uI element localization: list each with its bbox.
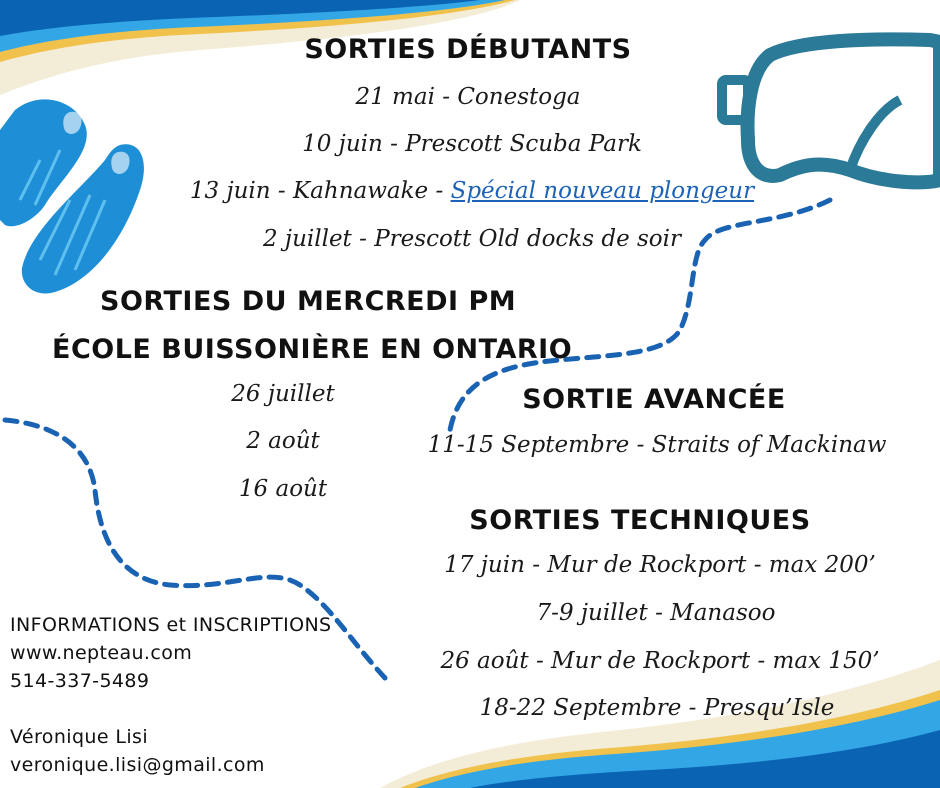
contact-heading: INFORMATIONS et INSCRIPTIONS <box>10 614 332 636</box>
debutants-item-2: 10 juin - Prescott Scuba Park <box>302 131 642 157</box>
contact-phone[interactable]: 514-337-5489 <box>10 670 150 692</box>
techniques-item-3: 26 août - Mur de Rockport - max 150’ <box>440 648 880 674</box>
contact-name: Véronique Lisi <box>10 726 149 748</box>
mercredi-date-3: 16 août <box>238 476 328 502</box>
techniques-title: SORTIES TECHNIQUES <box>469 505 811 536</box>
avancee-title: SORTIE AVANCÉE <box>522 384 786 415</box>
mercredi-date-2: 2 août <box>246 428 320 454</box>
techniques-item-4: 18-22 Septembre - Presqu’Isle <box>479 695 835 721</box>
techniques-item-2: 7-9 juillet - Manasoo <box>536 600 776 626</box>
debutants-item-4: 2 juillet - Prescott Old docks de soir <box>262 226 682 252</box>
mercredi-date-1: 26 juillet <box>231 381 335 407</box>
mercredi-title: SORTIES DU MERCREDI PM <box>100 286 517 317</box>
mercredi-subtitle: ÉCOLE BUISSONIÈRE EN ONTARIO <box>52 334 573 365</box>
debutants-item-3 <box>190 178 754 204</box>
avancee-item: 11-15 Septembre - Straits of Mackinaw <box>427 432 887 458</box>
techniques-item-1: 17 juin - Mur de Rockport - max 200’ <box>444 552 876 578</box>
mask-frame <box>748 39 940 182</box>
dive-mask-icon <box>722 39 940 182</box>
debutants-title: SORTIES DÉBUTANTS <box>304 34 632 65</box>
kahnawake-text: 13 juin - Kahnawake - <box>189 178 451 204</box>
contact-website[interactable]: www.nepteau.com <box>10 642 193 664</box>
dotted-path-left <box>5 420 385 678</box>
mask-strap-clip <box>722 80 748 120</box>
fins-icon <box>0 99 144 293</box>
mask-lens-divider <box>850 100 900 170</box>
nouveau-plongeur-link[interactable]: Spécial nouveau plongeur <box>450 178 755 204</box>
debutants-item-1: 21 mai - Conestoga <box>355 84 581 110</box>
contact-email[interactable]: veronique.lisi@gmail.com <box>10 754 265 776</box>
